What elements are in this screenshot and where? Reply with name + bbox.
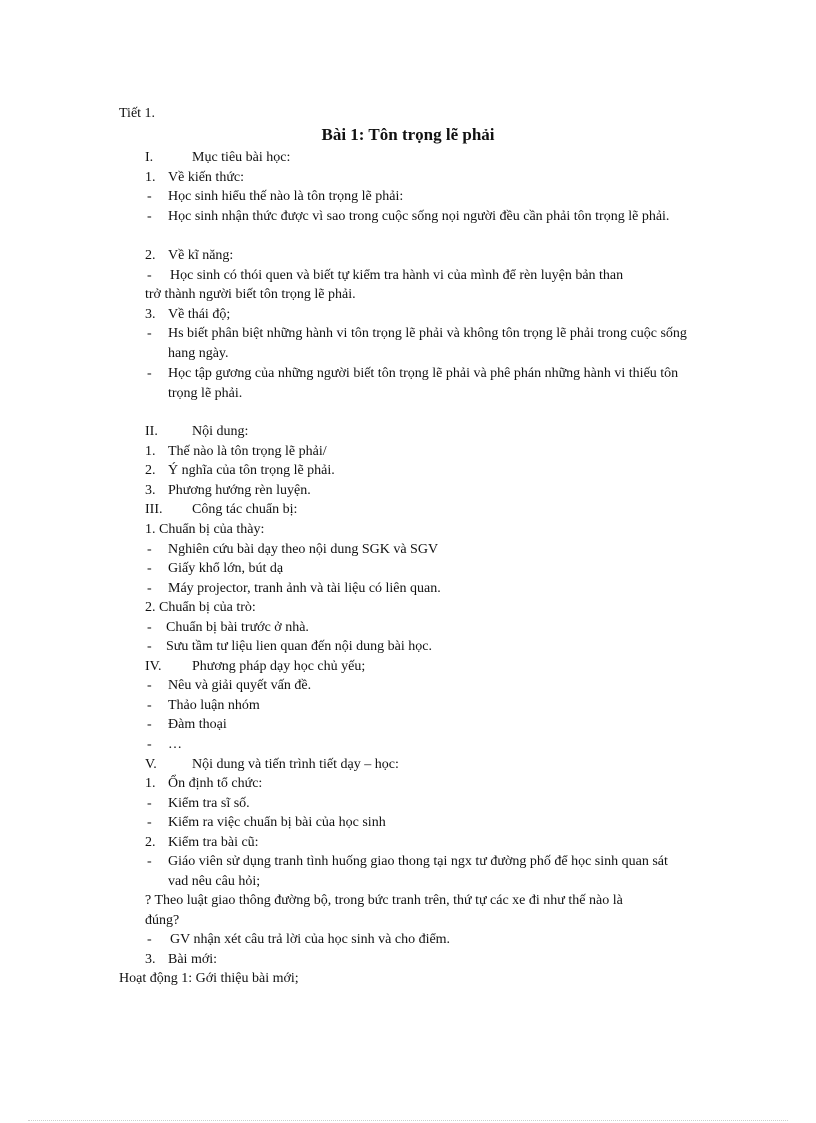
bullet-text: Nêu và giải quyết vấn đề. xyxy=(168,678,312,693)
bullet-dash: - xyxy=(147,581,152,596)
section-number: III. xyxy=(145,502,163,517)
item-text: Ổn định tổ chức: xyxy=(168,776,263,791)
bullet-text: Kiểm ra việc chuẩn bị bài của học sinh xyxy=(168,815,386,830)
bullet-text: … xyxy=(168,737,182,752)
bullet-text: Chuẩn bị bài trước ở nhà. xyxy=(166,620,309,635)
bullet-text: Sưu tầm tư liệu lien quan đến nội dung bài học. xyxy=(166,639,432,654)
item-number: 3. xyxy=(145,952,156,967)
bullet-text: Máy projector, tranh ảnh và tài liệu có liên quan. xyxy=(168,581,441,596)
bullet-dash: - xyxy=(147,698,152,713)
bullet-text: Học sinh hiểu thế nào là tôn trọng lẽ phải: xyxy=(168,189,404,204)
item-text: Bài mới: xyxy=(168,952,218,967)
item-text: Về kĩ năng: xyxy=(168,248,234,263)
item-text: Thế nào là tôn trọng lẽ phải/ xyxy=(168,444,327,459)
bullet-dash: - xyxy=(147,815,152,830)
bullet-text: Kiểm tra sĩ số. xyxy=(168,796,250,811)
item-text: Ý nghĩa của tôn trọng lẽ phải. xyxy=(168,463,335,478)
item-number: 3. xyxy=(145,307,156,322)
item-number: 2. xyxy=(145,463,156,478)
section-heading: Công tác chuẩn bị: xyxy=(192,502,298,517)
item-number: 1. xyxy=(145,170,156,185)
bullet-dash: - xyxy=(147,189,152,204)
bullet-text: Đàm thoại xyxy=(168,717,227,732)
page-title: Bài 1: Tôn trọng lẽ phải xyxy=(321,125,495,144)
bullet-text: Giấy khổ lớn, bút dạ xyxy=(168,561,284,576)
bullet-dash: - xyxy=(147,268,152,283)
item-number: 3. xyxy=(145,483,156,498)
subsection-heading: 2. Chuẩn bị của trò: xyxy=(145,600,256,615)
section-heading: Phương pháp dạy học chủ yếu; xyxy=(192,659,366,674)
section-number: II. xyxy=(145,424,158,439)
bullet-dash: - xyxy=(147,932,152,947)
bullet-text-continued: trở thành người biết tôn trọng lẽ phải. xyxy=(145,287,356,302)
question-text: ? Theo luật giao thông đường bộ, trong bức tranh trên, thứ tự các xe đi như thế nào là xyxy=(145,893,623,908)
lesson-number: Tiết 1. xyxy=(119,106,156,121)
page-bottom-divider xyxy=(28,1120,788,1121)
item-number: 2. xyxy=(145,835,156,850)
subsection-heading: 1. Chuẩn bị của thày: xyxy=(145,522,265,537)
bullet-text: Học sinh nhận thức được vì sao trong cuộc sống nọi người đều cần phải tôn trọng lẽ phải. xyxy=(168,209,670,224)
bullet-dash: - xyxy=(147,209,152,224)
bullet-dash: - xyxy=(147,737,152,752)
bullet-dash: - xyxy=(147,542,152,557)
bullet-text: Học tập gương của những người biết tôn trọng lẽ phải và phê phán những hành vi thiếu tôn trọng lẽ phải. xyxy=(168,366,679,401)
section-number: V. xyxy=(145,757,157,772)
section-heading: Mục tiêu bài học: xyxy=(192,150,291,165)
bullet-dash: - xyxy=(147,796,152,811)
item-number: 1. xyxy=(145,444,156,459)
bullet-text: Hs biết phân biệt những hành vi tôn trọng lẽ phải và không tôn trọng lẽ phải trong cuộc sống hang ngày. xyxy=(168,326,687,361)
bullet-dash: - xyxy=(147,561,152,576)
bullet-text: Nghiên cứu bài dạy theo nội dung SGK và SGV xyxy=(168,542,439,557)
item-number: 2. xyxy=(145,248,156,263)
bullet-dash: - xyxy=(147,639,152,654)
item-text: Về kiến thức: xyxy=(168,170,245,185)
question-text-continued: đúng? xyxy=(145,913,180,928)
bullet-dash: - xyxy=(147,620,152,635)
item-text: Về thái độ; xyxy=(168,307,231,322)
bullet-text: GV nhận xét câu trả lời của học sinh và cho điểm. xyxy=(170,932,451,947)
bullet-dash: - xyxy=(147,366,152,381)
bullet-dash: - xyxy=(147,717,152,732)
bullet-dash: - xyxy=(147,678,152,693)
item-number: 1. xyxy=(145,776,156,791)
item-text: Kiểm tra bài cũ: xyxy=(168,835,259,850)
section-number: IV. xyxy=(145,659,162,674)
item-text: Phương hướng rèn luyện. xyxy=(168,483,311,498)
section-heading: Nội dung và tiến trình tiết dạy – học: xyxy=(192,757,399,772)
activity-heading: Hoạt động 1: Gới thiệu bài mới; xyxy=(119,971,299,986)
bullet-text: Thảo luận nhóm xyxy=(168,698,260,713)
section-number: I. xyxy=(145,150,154,165)
bullet-text: Học sinh có thói quen và biết tự kiểm tra hành vi của mình để rèn luyện bản than xyxy=(170,268,624,283)
section-heading: Nội dung: xyxy=(192,424,249,439)
bullet-text: Giáo viên sử dụng tranh tình huống giao thong tại ngx tư đường phố để học sinh quan sát vad nêu câu hỏi; xyxy=(168,854,668,889)
bullet-dash: - xyxy=(147,326,152,341)
bullet-dash: - xyxy=(147,854,152,869)
